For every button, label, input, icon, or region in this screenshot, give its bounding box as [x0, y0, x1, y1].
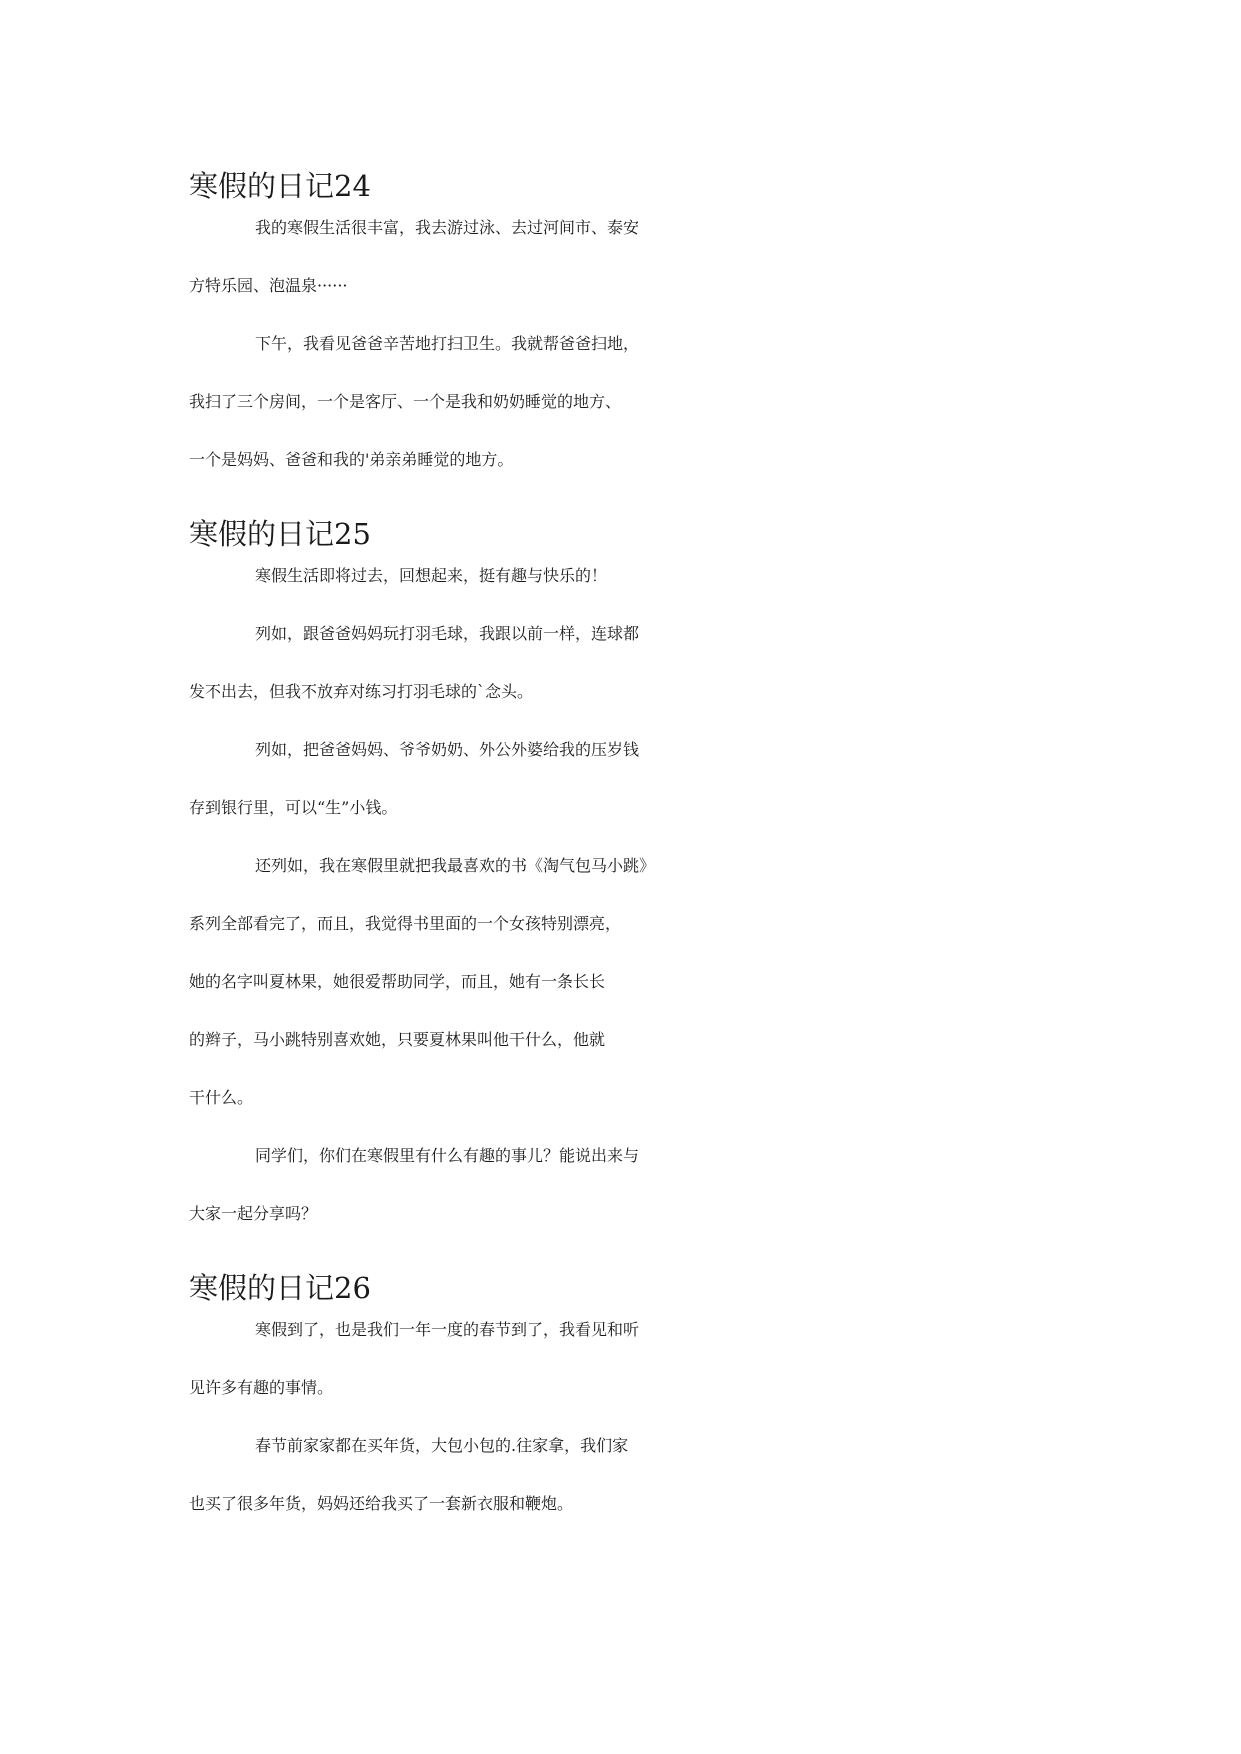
text-line: 大家一起分享吗？ — [189, 1204, 318, 1223]
text-line: 见许多有趣的事情。 — [189, 1378, 334, 1397]
diary-heading-24: 寒假的日记24 — [189, 169, 371, 203]
paragraph — [189, 1433, 1055, 1549]
paragraph — [189, 215, 1055, 331]
text-line: 下午，我看见爸爸辛苦地打扫卫生。我就帮爸爸扫地， — [255, 334, 640, 353]
text-line: 我扫了三个房间，一个是客厅、一个是我和奶奶睡觉的地方、 — [189, 392, 622, 411]
text-line: 她的名字叫夏林果，她很爱帮助同学，而且，她有一条长长 — [189, 972, 606, 991]
paragraph — [189, 1143, 1055, 1259]
text-line: 干什么。 — [189, 1088, 254, 1107]
paragraph — [189, 621, 1055, 737]
text-line: 列如，把爸爸妈妈、爷爷奶奶、外公外婆给我的压岁钱 — [255, 740, 640, 759]
diary-heading-25: 寒假的日记25 — [189, 517, 371, 551]
text-line: 寒假到了，也是我们一年一度的春节到了，我看见和听 — [255, 1320, 640, 1339]
text-line: 方特乐园、泡温泉······ — [189, 276, 348, 295]
diary-heading-26: 寒假的日记26 — [189, 1271, 371, 1305]
text-line: 我的寒假生活很丰富，我去游过泳、去过河间市、泰安 — [255, 218, 640, 237]
document-body — [189, 157, 1055, 1549]
text-line: 发不出去，但我不放弃对练习打羽毛球的`念头。 — [189, 682, 534, 701]
text-line: 存到银行里，可以“生”小钱。 — [189, 798, 398, 817]
text-line: 寒假生活即将过去，回想起来，挺有趣与快乐的！ — [255, 566, 608, 585]
paragraph — [189, 331, 1055, 505]
paragraph — [189, 853, 1055, 1143]
text-line: 也买了很多年货，妈妈还给我买了一套新衣服和鞭炮。 — [189, 1494, 574, 1513]
paragraph — [189, 563, 1055, 621]
text-line: 还列如，我在寒假里就把我最喜欢的书《淘气包马小跳》 — [255, 856, 656, 875]
paragraph — [189, 1317, 1055, 1433]
text-line: 一个是妈妈、爸爸和我的'弟亲弟睡觉的地方。 — [189, 450, 514, 469]
text-line: 的辫子，马小跳特别喜欢她，只要夏林果叫他干什么，他就 — [189, 1030, 606, 1049]
text-line: 列如，跟爸爸妈妈玩打羽毛球，我跟以前一样，连球都 — [255, 624, 640, 643]
text-line: 系列全部看完了，而且，我觉得书里面的一个女孩特别漂亮， — [189, 914, 622, 933]
text-line: 春节前家家都在买年货，大包小包的.往家拿，我们家 — [255, 1436, 629, 1455]
paragraph — [189, 737, 1055, 853]
text-line: 同学们，你们在寒假里有什么有趣的事儿？能说出来与 — [255, 1146, 640, 1165]
